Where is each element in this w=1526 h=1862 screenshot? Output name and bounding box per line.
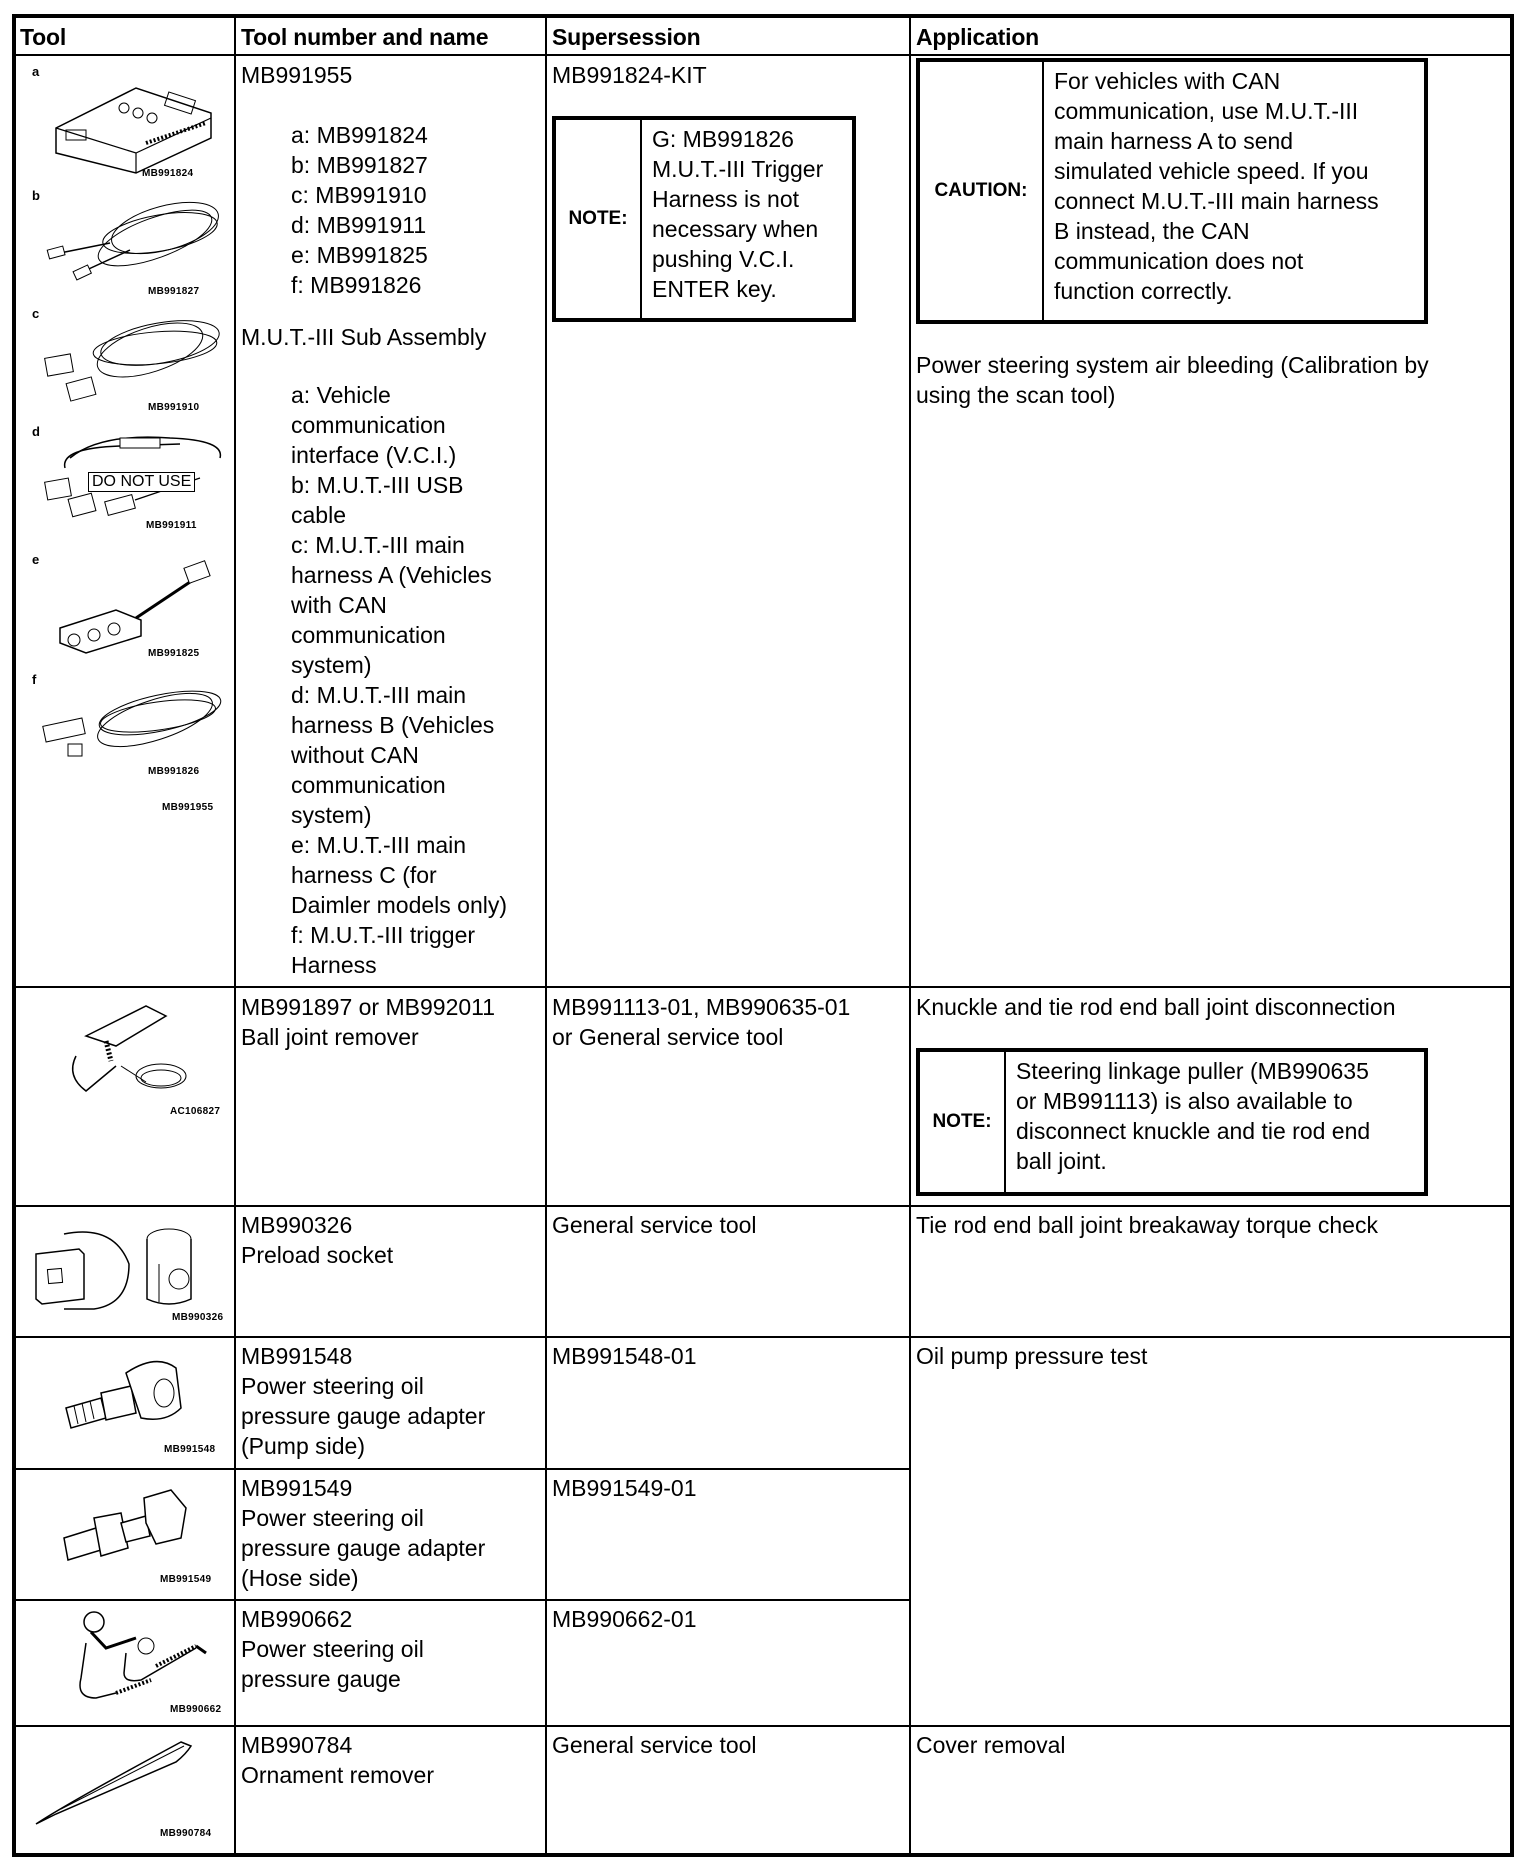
- row-divider: [16, 1336, 1510, 1338]
- supersession: MB991113-01, MB990635-01 or General service tool: [552, 994, 851, 1050]
- caution-text: For vehicles with CAN communication, use M.U.T.-III main harness A to send simulated vehicle speed. If you connect M.U.T.-III main harness B instead, the CAN communication does not function correctly.: [1054, 68, 1379, 304]
- illustration-letter: a: [32, 64, 40, 79]
- gauge-adapter-pump-icon: [56, 1348, 196, 1438]
- column-divider: [545, 18, 547, 1853]
- ball-joint-remover-icon: [56, 996, 206, 1106]
- illustration-caption: MB991827: [148, 286, 200, 297]
- note-box: [552, 116, 856, 322]
- row-divider: [16, 986, 1510, 988]
- column-divider: [909, 18, 911, 1853]
- supersession: MB991549-01: [552, 1475, 697, 1501]
- parts-list: a: MB991824 b: MB991827 c: MB991910 d: MB991911 e: MB991825 f: MB991826: [291, 122, 428, 298]
- supersession: General service tool: [552, 1732, 757, 1758]
- tool-number: MB990326 Preload socket: [241, 1212, 394, 1268]
- gauge-adapter-hose-icon: [56, 1478, 196, 1568]
- usb-cable-icon: [40, 188, 230, 288]
- supersession: MB991548-01: [552, 1343, 697, 1369]
- tool-number: MB991548 Power steering oil pressure gauge adapter (Pump side): [241, 1343, 486, 1459]
- main-harness-c-icon: [46, 558, 226, 658]
- trigger-harness-icon: [40, 678, 230, 768]
- supersession: MB990662-01: [552, 1606, 697, 1632]
- sub-assembly-title: M.U.T.-III Sub Assembly: [241, 324, 487, 350]
- header-supersession: Supersession: [552, 24, 701, 50]
- tool-number: MB991897 or MB992011 Ball joint remover: [241, 994, 496, 1050]
- illustration-letter: c: [32, 306, 40, 321]
- do-not-use-stamp: DO NOT USE: [88, 472, 195, 492]
- header-application: Application: [916, 24, 1040, 50]
- note-box: [916, 1048, 1428, 1196]
- pressure-gauge-icon: [46, 1608, 216, 1708]
- illustration-caption: MB991955: [162, 802, 214, 813]
- main-harness-a-icon: [40, 308, 230, 408]
- sub-assembly-list: a: Vehicle communication interface (V.C.I.) b: M.U.T.-III USB cable c: M.U.T.-III main harness A (Vehicles with CAN communication system) d: M.U.T.-III main harness B (Vehicles without CAN communication system) e: M.U.T.-III main harness C (for Daimler models only) f: M.U.T.-III trigger Harness: [291, 382, 508, 978]
- supersession: MB991824-KIT: [552, 62, 707, 88]
- ornament-remover-icon: [26, 1734, 206, 1834]
- illustration-letter: f: [32, 672, 37, 687]
- illustration-letter: e: [32, 552, 40, 567]
- illustration-caption: MB991825: [148, 648, 200, 659]
- header-tool-number-name: Tool number and name: [241, 24, 489, 50]
- preload-socket-icon: [24, 1214, 194, 1324]
- supersession: General service tool: [552, 1212, 757, 1238]
- application: Cover removal: [916, 1732, 1066, 1758]
- illustration-caption: MB990662: [170, 1704, 222, 1715]
- tool-number: MB990662 Power steering oil pressure gauge: [241, 1606, 424, 1692]
- note-text: Steering linkage puller (MB990635 or MB991113) is also available to disconnect knuckle and tie rod end ball joint.: [1016, 1058, 1371, 1174]
- header-tool: Tool: [20, 24, 67, 50]
- illustration-caption: MB990784: [160, 1828, 212, 1839]
- note-text: G: MB991826 M.U.T.-III Trigger Harness is not necessary when pushing V.C.I. ENTER key.: [652, 126, 824, 302]
- header-divider: [16, 54, 1510, 56]
- illustration-letter: b: [32, 188, 40, 203]
- application: Knuckle and tie rod end ball joint disconnection: [916, 994, 1396, 1020]
- illustration-caption: MB991911: [146, 520, 197, 531]
- vci-device-icon: [46, 68, 226, 178]
- tool-number: MB991955: [241, 62, 353, 88]
- illustration-caption: MB991824: [142, 168, 194, 179]
- special-tools-table: [12, 14, 1514, 1857]
- application: Tie rod end ball joint breakaway torque check: [916, 1212, 1378, 1238]
- row-divider: [16, 1599, 911, 1601]
- row-divider: [16, 1725, 1510, 1727]
- illustration-caption: MB990326: [172, 1312, 224, 1323]
- column-divider: [234, 18, 236, 1853]
- row-divider: [16, 1468, 911, 1470]
- caution-label: CAUTION:: [920, 62, 1044, 320]
- tool-number: MB991549 Power steering oil pressure gauge adapter (Hose side): [241, 1475, 486, 1591]
- illustration-caption: MB991826: [148, 766, 200, 777]
- illustration-letter: d: [32, 424, 40, 439]
- note-label: NOTE:: [920, 1052, 1006, 1192]
- illustration-caption: MB991549: [160, 1574, 212, 1585]
- illustration-caption: MB991548: [164, 1444, 216, 1455]
- caution-box: [916, 58, 1428, 324]
- illustration-caption: MB991910: [148, 402, 200, 413]
- application: Oil pump pressure test: [916, 1343, 1148, 1369]
- application: Power steering system air bleeding (Calibration by using the scan tool): [916, 352, 1429, 408]
- note-label: NOTE:: [556, 120, 642, 318]
- illustration-caption: AC106827: [170, 1106, 221, 1117]
- tool-number: MB990784 Ornament remover: [241, 1732, 435, 1788]
- row-divider: [16, 1205, 1510, 1207]
